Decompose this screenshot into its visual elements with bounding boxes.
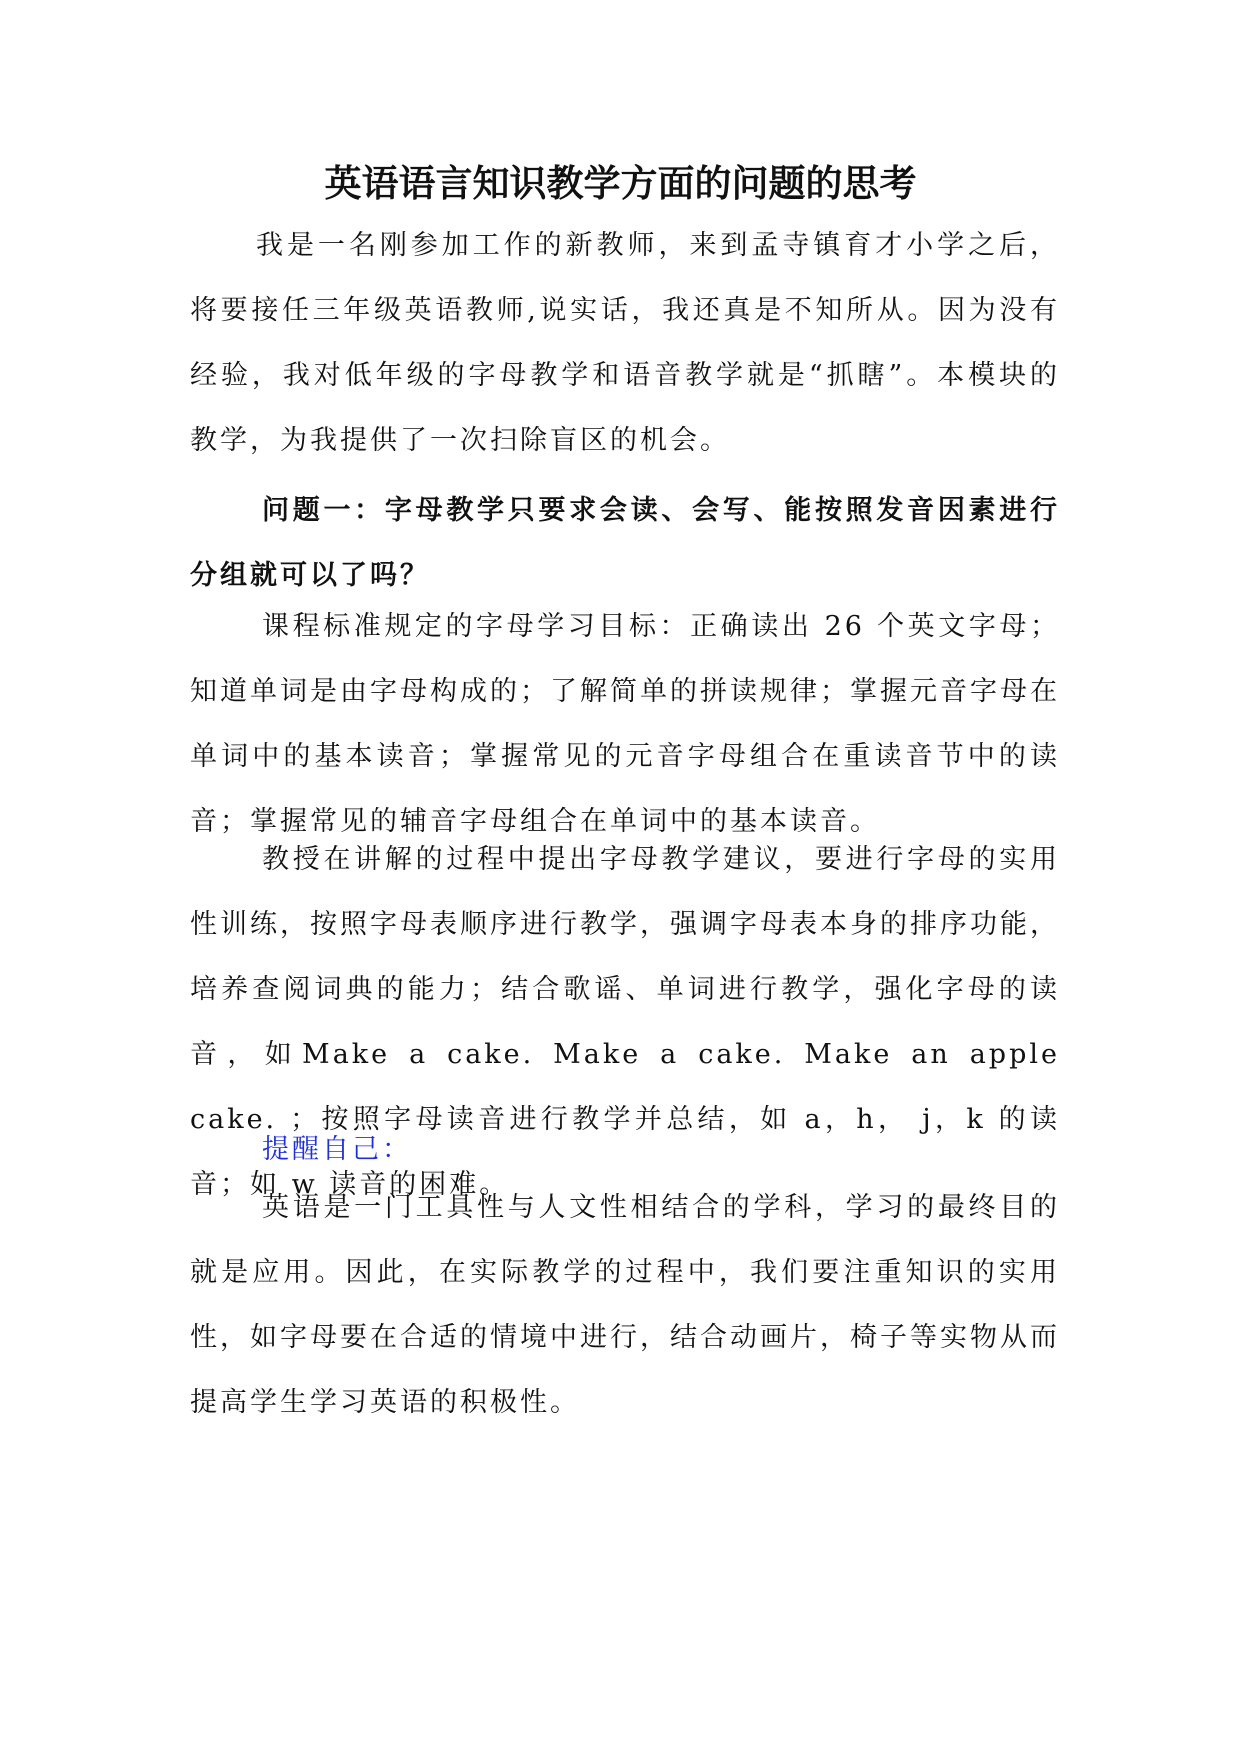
intro-paragraph: 我是一名刚参加工作的新教师，来到孟寺镇育才小学之后，将要接任三年级英语教师,说实话，我还真是不知所从。因为没有经验，我对低年级的字母教学和语音教学就是“抓瞎”。本模块的教学，为我提供了一次扫除盲区的机会。 [190, 230, 1060, 456]
reminder-label: 提醒自己： [262, 1134, 412, 1165]
professor-paragraph: 教授在讲解的过程中提出字母教学建议，要进行字母的实用性训练，按照字母表顺序进行教学，强调字母表本身的排序功能，培养查阅词典的能力；结合歌谣、单词进行教学，强化字母的读音，如Make a cake. Make a cake. Make an apple cake. ；按照字母读音进行教学并总结，如 a，h， j，k 的读音；如 w 读音的困难。 [190, 844, 1060, 1200]
reminder-paragraph: 英语是一门工具性与人文性相结合的学科，学习的最终目的就是应用。因此，在实际教学的过程中，我们要注重知识的实用性，如字母要在合适的情境中进行，结合动画片，椅子等实物从而提高学生学习英语的积极性。 [190, 1192, 1060, 1418]
document-title: 英语语言知识教学方面的问题的思考 [324, 161, 917, 205]
question-heading: 问题一：字母教学只要求会读、会写、能按照发音因素进行分组就可以了吗？ [190, 495, 1060, 591]
curriculum-paragraph: 课程标准规定的字母学习目标：正确读出 26 个英文字母；知道单词是由字母构成的；了解简单的拼读规律；掌握元音字母在单词中的基本读音；掌握常见的元音字母组合在重读音节中的读音；掌握常见的辅音字母组合在单词中的基本读音。 [190, 611, 1060, 837]
